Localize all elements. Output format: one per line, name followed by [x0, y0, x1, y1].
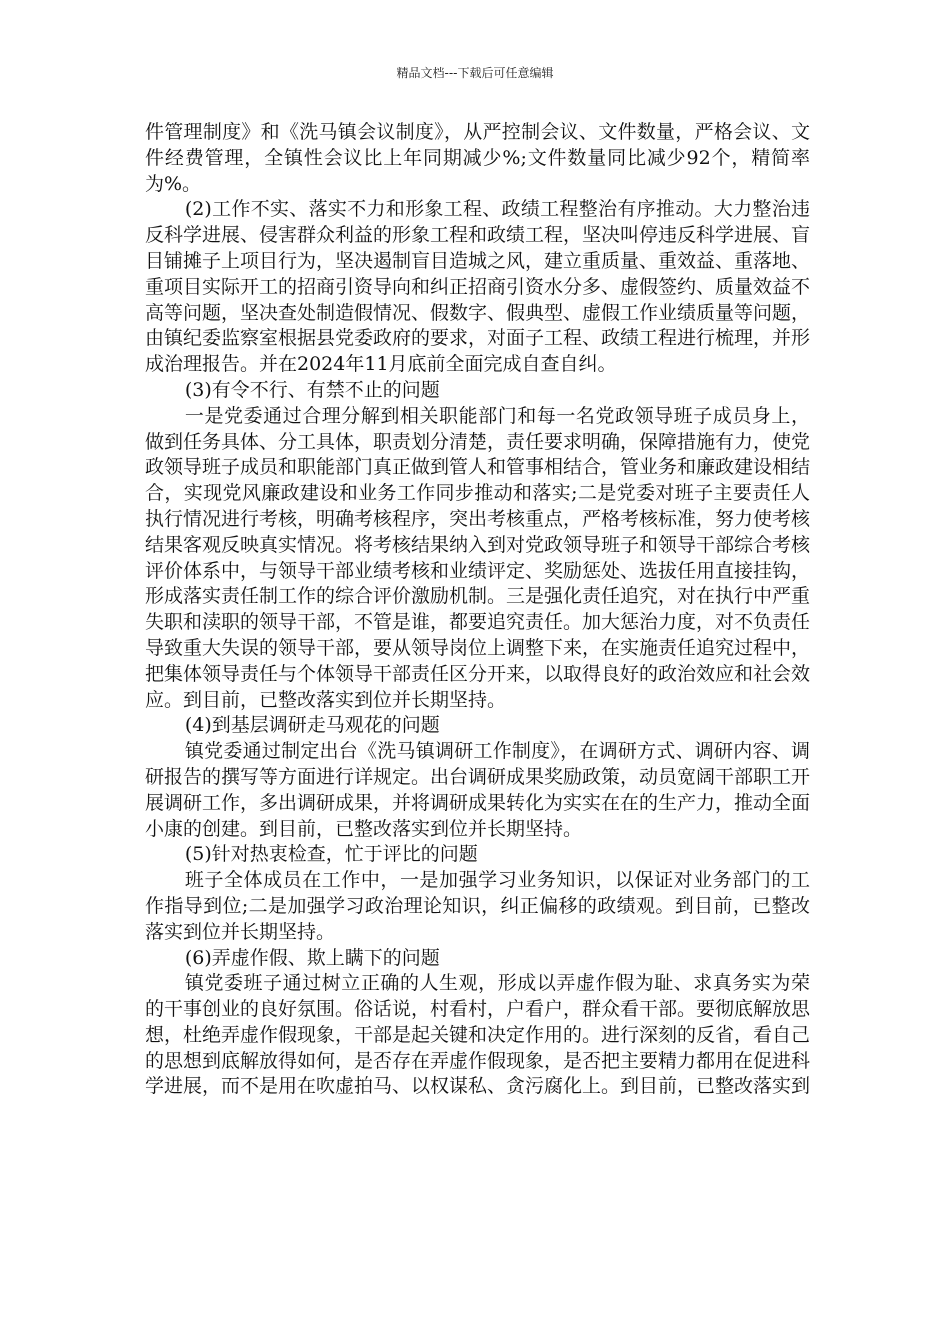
paragraph: 件管理制度》和《洗马镇会议制度》，从严控制会议、文件数量，严格会议、文件经费管理，全镇性会议比上年同期减少%;文件数量同比减少92个，精简率为%。	[145, 121, 810, 195]
paragraph: 一是党委通过合理分解到相关职能部门和每一名党政领导班子成员身上，做到任务具体、分工具体，职责划分清楚，责任要求明确，保障措施有力，使党政领导班子成员和职能部门真正做到管人和管事相结合，管业务和廉政建设相结合，实现党风廉政建设和业务工作同步推动和落实;二是党委对班子主要责任人执行情况进行考核，明确考核程序，突出考核重点，严格考核标准，努力使考核结果客观反映真实情况。将考核结果纳入到对党政领导班子和领导干部综合考核评价体系中，与领导干部业绩考核和业绩评定、奖励惩处、选拔任用直接挂钩，形成落实责任制工作的综合评价激励机制。三是强化责任追究，对在执行中严重失职和渎职的领导干部，不管是谁，都要追究责任。加大惩治力度，对不负责任导致重大失误的领导干部，要从领导岗位上调整下来，在实施责任追究过程中，把集体领导责任与个体领导干部责任区分开来，以取得良好的政治效应和社会效应。到目前，已整改落实到位并长期坚持。	[145, 404, 811, 711]
paragraph: 班子全体成员在工作中，一是加强学习业务知识，以保证对业务部门的工作指导到位;二是加强学习政治理论知识，纠正偏移的政绩观。到目前，已整改落实到位并长期坚持。	[145, 869, 810, 943]
section-heading: (6)弄虚作假、欺上瞒下的问题	[184, 946, 440, 969]
section-heading: (5)针对热衷检查，忙于评比的问题	[184, 843, 478, 866]
page-header: 精品文档---下载后可任意编辑	[396, 66, 554, 80]
section-heading: (3)有令不行、有禁不止的问题	[184, 378, 440, 401]
section-heading: (4)到基层调研走马观花的问题	[184, 714, 440, 737]
paragraph: 镇党委班子通过树立正确的人生观，形成以弄虚作假为耻、求真务实为荣的干事创业的良好氛围。俗话说，村看村，户看户，群众看干部。要彻底解放思想，杜绝弄虚作假现象，干部是起关键和决定作用的。进行深刻的反省，看自己的思想到底解放得如何，是否存在弄虚作假现象，是否把主要精力都用在促进科学进展，而不是用在吹虚拍马、以权谋私、贪污腐化上。到目前，已整改落实到	[145, 972, 811, 1098]
paragraph: 镇党委通过制定出台《洗马镇调研工作制度》，在调研方式、调研内容、调研报告的撰写等方面进行详规定。出台调研成果奖励政策，动员宽阔干部职工开展调研工作，多出调研成果，并将调研成果转化为实实在在的生产力，推动全面小康的创建。到目前，已整改落实到位并长期坚持。	[145, 740, 811, 840]
paragraph: (2)工作不实、落实不力和形象工程、政绩工程整治有序推动。大力整治违反科学进展、侵害群众利益的形象工程和政绩工程，坚决叫停违反科学进展、盲目铺摊子上项目行为，坚决遏制盲目造城之风，建立重质量、重效益、重落地、重项目实际开工的招商引资导向和纠正招商引资水分多、虚假签约、质量效益不高等问题，坚决查处制造假情况、假数字、假典型、虚假工作业绩质量等问题，由镇纪委监察室根据县党委政府的要求，对面子工程、政绩工程进行梳理，并形成治理报告。并在2024年11月底前全面完成自查自纠。	[145, 198, 811, 376]
document-body	[145, 120, 810, 1100]
